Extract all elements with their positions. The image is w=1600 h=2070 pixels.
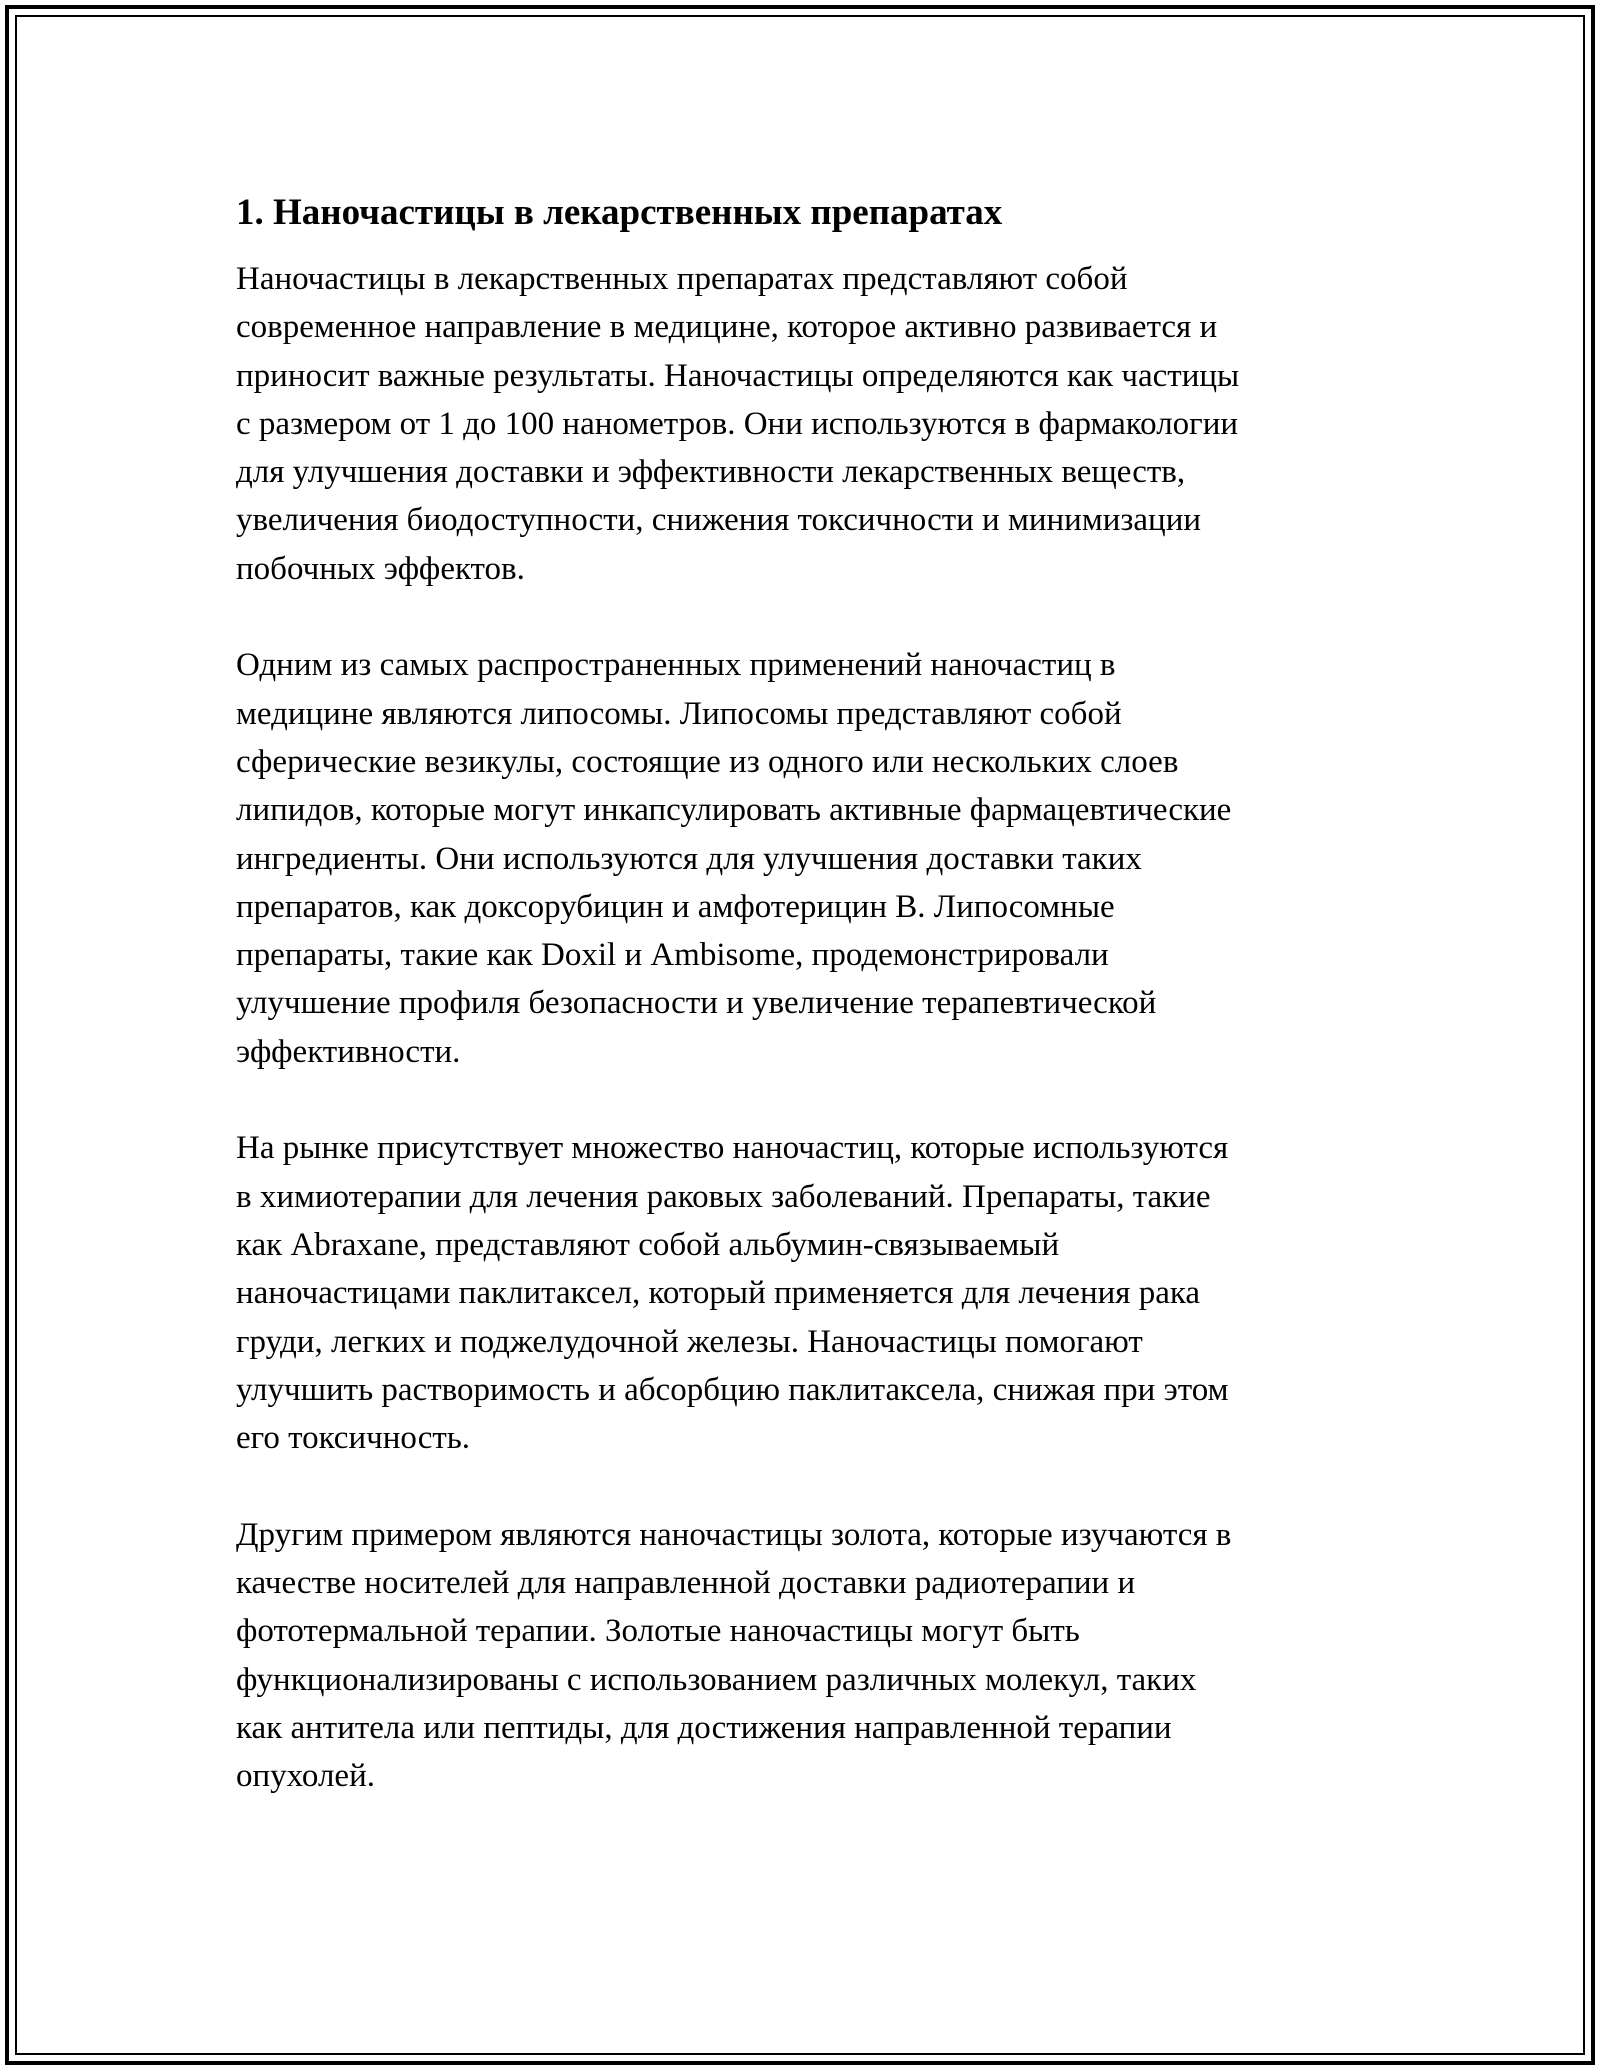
text-line: медицине являются липосомы. Липосомы представляют собой (236, 695, 1122, 732)
text-line: груди, легких и поджелудочной железы. Наночастицы помогают (236, 1323, 1143, 1360)
text-line: в химиотерапии для лечения раковых заболеваний. Препараты, такие (236, 1178, 1211, 1215)
text-line: На рынке присутствует множество наночастиц, которые используются (236, 1130, 1229, 1167)
text-line: фототермальной терапии. Золотые наночастицы могут быть (236, 1613, 1080, 1650)
document-body (236, 187, 1366, 1801)
text-line: препараты, такие как Doxil и Ambisome, продемонстрировали (236, 937, 1109, 974)
paragraph-spacer (236, 593, 1366, 641)
text-line: сферические везикулы, состоящие из одного или нескольких слоев (236, 743, 1179, 780)
text-line: приносит важные результаты. Наночастицы определяются как частицы (236, 357, 1240, 394)
paragraph-2 (236, 641, 1366, 1076)
text-line: его токсичность. (236, 1420, 471, 1457)
text-line: побочных эффектов. (236, 550, 525, 587)
text-line: Другим примером являются наночастицы золота, которые изучаются в (236, 1516, 1232, 1553)
paragraph-spacer (236, 1462, 1366, 1510)
paragraph-3 (236, 1124, 1366, 1462)
text-line: опухолей. (236, 1758, 375, 1795)
text-line: улучшить растворимость и абсорбцию паклитаксела, снижая при этом (236, 1371, 1229, 1408)
text-line: для улучшения доставки и эффективности лекарственных веществ, (236, 454, 1186, 491)
text-line: Наночастицы в лекарственных препаратах представляют собой (236, 261, 1128, 297)
text-line: как антитела или пептиды, для достижения направленной терапии (236, 1709, 1172, 1746)
paragraph-spacer (236, 1076, 1366, 1124)
text-line: с размером от 1 до 100 нанометров. Они используются в фармакологии (236, 405, 1239, 442)
text-line: препаратов, как доксорубицин и амфотерицин B. Липосомные (236, 888, 1115, 925)
text-line: функционализированы с использованием различных молекул, таких (236, 1661, 1197, 1698)
section-heading: 1. Наночастицы в лекарственных препаратах (236, 192, 1003, 233)
paragraph-4 (236, 1511, 1366, 1801)
text-line: ингредиенты. Они используются для улучшения доставки таких (236, 840, 1142, 877)
text-line: качестве носителей для направленной доставки радиотерапии и (236, 1565, 1136, 1602)
text-line: эффективности. (236, 1033, 461, 1070)
text-line: наночастицами паклитаксел, который применяется для лечения рака (236, 1275, 1201, 1312)
text-line: Одним из самых распространенных применений наночастиц в (236, 647, 1116, 684)
text-line: увеличения биодоступности, снижения токсичности и минимизации (236, 502, 1202, 539)
text-line: улучшение профиля безопасности и увеличение терапевтической (236, 985, 1157, 1022)
text-line: липидов, которые могут инкапсулировать активные фармацевтические (236, 792, 1232, 829)
text-line: современное направление в медицине, которое активно развивается и (236, 309, 1218, 346)
paragraph-1 (236, 255, 1366, 593)
text-line: как Abraxane, представляют собой альбумин-связываемый (236, 1226, 1060, 1263)
